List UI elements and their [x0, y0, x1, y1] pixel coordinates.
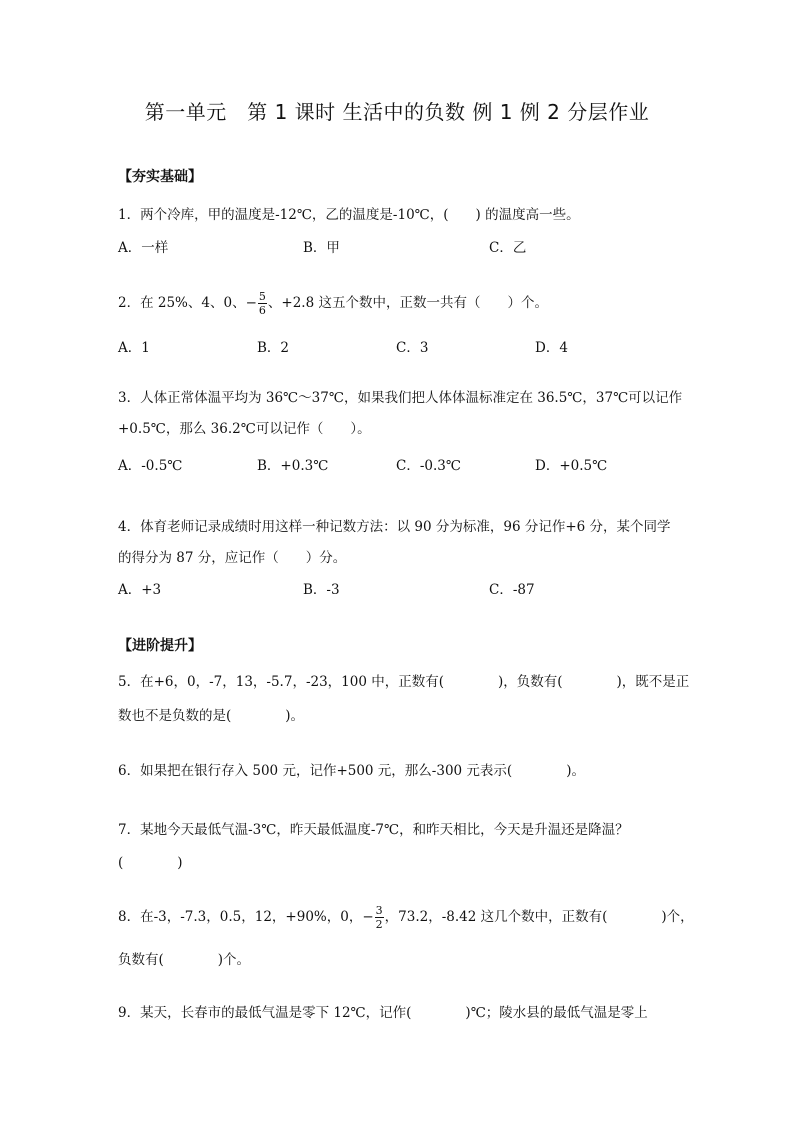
question-9-line-1: 9．某天，长春市的最低气温是零下 12℃，记作( )℃；陵水县的最低气温是零上	[118, 1005, 648, 1021]
question-4-line-2: 的得分为 87 分，应记作（ ）分。	[118, 550, 347, 566]
question-8-line-1	[118, 904, 694, 931]
q4-option-b: B．-3	[303, 582, 340, 598]
q8-stem-post: ，73.2，-8.42 这几个数中，正数有( )个，	[384, 909, 694, 925]
question-3-line-2: +0.5℃，那么 36.2℃可以记作（ ）。	[118, 421, 371, 437]
q2-option-a: A．1	[118, 340, 150, 356]
q2-fraction	[258, 290, 267, 317]
question-5-line-2: 数也不是负数的是( )。	[118, 708, 305, 724]
q8-fraction-denominator: 2	[375, 918, 383, 931]
q2-option-c: C．3	[396, 340, 429, 356]
question-7-line-1: 7．某地今天最低气温-3℃，昨天最低温度-7℃，和昨天相比，今天是升温还是降温？	[118, 822, 629, 838]
q1-option-b: B．甲	[303, 240, 340, 256]
q4-option-c: C．-87	[489, 582, 535, 598]
q3-option-c: C．-0.3℃	[396, 458, 461, 474]
question-3-line-1: 3．人体正常体温平均为 36℃～37℃，如果我们把人体体温标准定在 36.5℃，37℃可以记作	[118, 390, 683, 406]
q1-option-c: C．乙	[489, 240, 527, 256]
q1-option-a: A．一样	[118, 240, 169, 256]
q2-option-b: B．2	[257, 340, 290, 356]
q4-option-a: A．+3	[118, 582, 162, 598]
q3-option-b: B．+0.3℃	[257, 458, 329, 474]
question-6: 6．如果把在银行存入 500 元，记作+500 元，那么-300 元表示( )。	[118, 763, 585, 779]
q2-stem-pre: 2．在 25%、4、0、−	[118, 295, 257, 311]
q2-option-d: D．4	[535, 340, 568, 356]
question-4-line-1: 4．体育老师记录成绩时用这样一种记数方法：以 90 分为标准，96 分记作+6 分，某个同学	[118, 519, 671, 535]
q8-stem-pre: 8．在-3，-7.3，0.5，12，+90%，0，−	[118, 909, 374, 925]
q8-fraction-numerator: 3	[375, 904, 383, 917]
q3-option-d: D．+0.5℃	[535, 458, 608, 474]
section-basic-heading: 【夯实基础】	[118, 169, 202, 185]
section-advanced-heading: 【进阶提升】	[118, 638, 202, 654]
q3-option-a: A．-0.5℃	[118, 458, 183, 474]
question-2	[118, 290, 678, 317]
q2-stem-post: 、+2.8 这五个数中，正数一共有（ ）个。	[267, 295, 548, 311]
q2-fraction-numerator: 5	[258, 290, 266, 303]
page-title: 第一单元 第 1 课时 生活中的负数 例 1 例 2 分层作业	[144, 100, 650, 124]
q8-fraction	[375, 904, 384, 931]
question-1: 1．两个冷库，甲的温度是-12℃，乙的温度是-10℃，( ) 的温度高一些。	[118, 207, 580, 223]
question-8-line-2: 负数有( )个。	[118, 952, 251, 968]
question-7-line-2: ( )	[118, 855, 183, 871]
q2-fraction-denominator: 6	[258, 304, 266, 317]
question-5-line-1: 5．在+6，0，-7，13，-5.7，-23，100 中，正数有( )，负数有( )，既不是正	[118, 674, 690, 690]
